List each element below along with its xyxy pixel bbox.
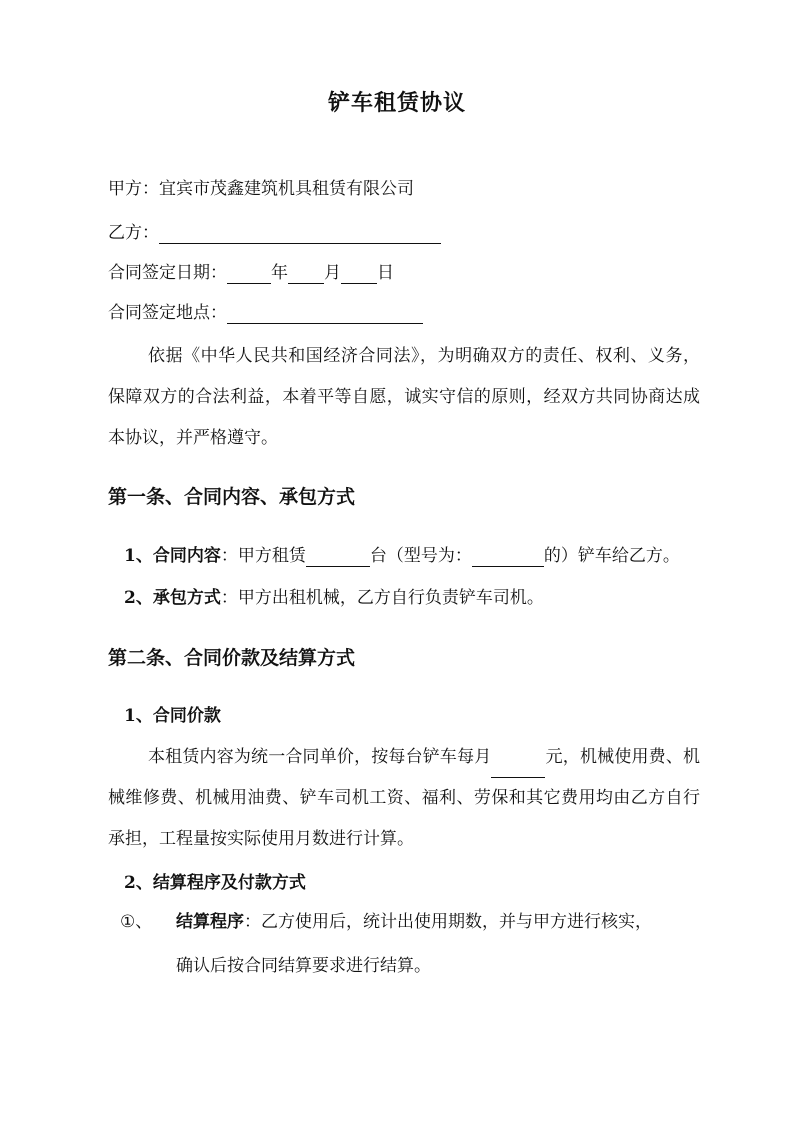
- sign-date-label: 合同签定日期：: [108, 263, 227, 283]
- day-label: 日: [377, 263, 394, 283]
- item-label: 2、结算程序及付款方式: [124, 873, 306, 893]
- quantity-blank[interactable]: [306, 548, 370, 567]
- step-text: ：乙方使用后，统计出使用期数，并与甲方进行核实，: [244, 912, 652, 932]
- item-label: 1、合同内容: [124, 546, 221, 566]
- item-text: 的）铲车给乙方。: [543, 546, 680, 566]
- monthly-price-blank[interactable]: [491, 759, 545, 778]
- item-label: 1、合同价款: [124, 706, 221, 726]
- year-blank[interactable]: [227, 265, 271, 284]
- sign-date-line: [108, 262, 394, 284]
- article-1-item-2: [124, 587, 544, 609]
- item-text: 台（型号为：: [369, 546, 472, 566]
- month-blank[interactable]: [288, 265, 324, 284]
- article-2-item-1: [124, 705, 221, 727]
- item-text: ：甲方租赁: [220, 546, 306, 566]
- settlement-step: [176, 911, 652, 933]
- article-2-heading: 第二条、合同价款及结算方式: [108, 647, 356, 669]
- settlement-step-continued: 确认后按合同结算要求进行结算。: [176, 956, 431, 976]
- party-b-blank[interactable]: [159, 225, 441, 244]
- intro-paragraph: 依据《中华人民共和国经济合同法》，为明确双方的责任、权利、义务，保障双方的合法利益，本着平等自愿，诚实守信的原则，经双方共同协商达成本协议，并严格遵守。: [108, 346, 700, 448]
- model-blank[interactable]: [472, 548, 544, 567]
- party-a-line: 甲方：宜宾市茂鑫建筑机具租赁有限公司: [108, 179, 414, 199]
- sign-place-label: 合同签定地点：: [108, 303, 227, 323]
- price-text: 本租赁内容为统一合同单价，按每台铲车每月: [148, 747, 492, 767]
- sign-place-blank[interactable]: [227, 305, 423, 324]
- sign-place-line: [108, 302, 423, 324]
- price-paragraph: [108, 737, 700, 860]
- article-2-item-2: [124, 872, 306, 894]
- item-text: ：甲方出租机械，乙方自行负责铲车司机。: [220, 588, 544, 608]
- party-b-line: [108, 222, 441, 244]
- step-label: 结算程序: [176, 912, 244, 932]
- step-number: ①、: [120, 912, 153, 932]
- article-1-heading: 第一条、合同内容、承包方式: [108, 486, 356, 508]
- month-label: 月: [324, 263, 341, 283]
- price-text: 元，机械使用费、机械维修费、机械用油费、铲车司机工资、福利、劳保和其它费用均由乙方自行承担，工程量按实际使用月数进行计算。: [108, 747, 701, 849]
- day-blank[interactable]: [341, 265, 377, 284]
- item-label: 2、承包方式: [124, 588, 221, 608]
- page-title: 铲车租赁协议: [327, 90, 466, 116]
- party-b-label: 乙方：: [108, 223, 159, 243]
- article-1-item-1: [124, 545, 680, 567]
- year-label: 年: [271, 263, 288, 283]
